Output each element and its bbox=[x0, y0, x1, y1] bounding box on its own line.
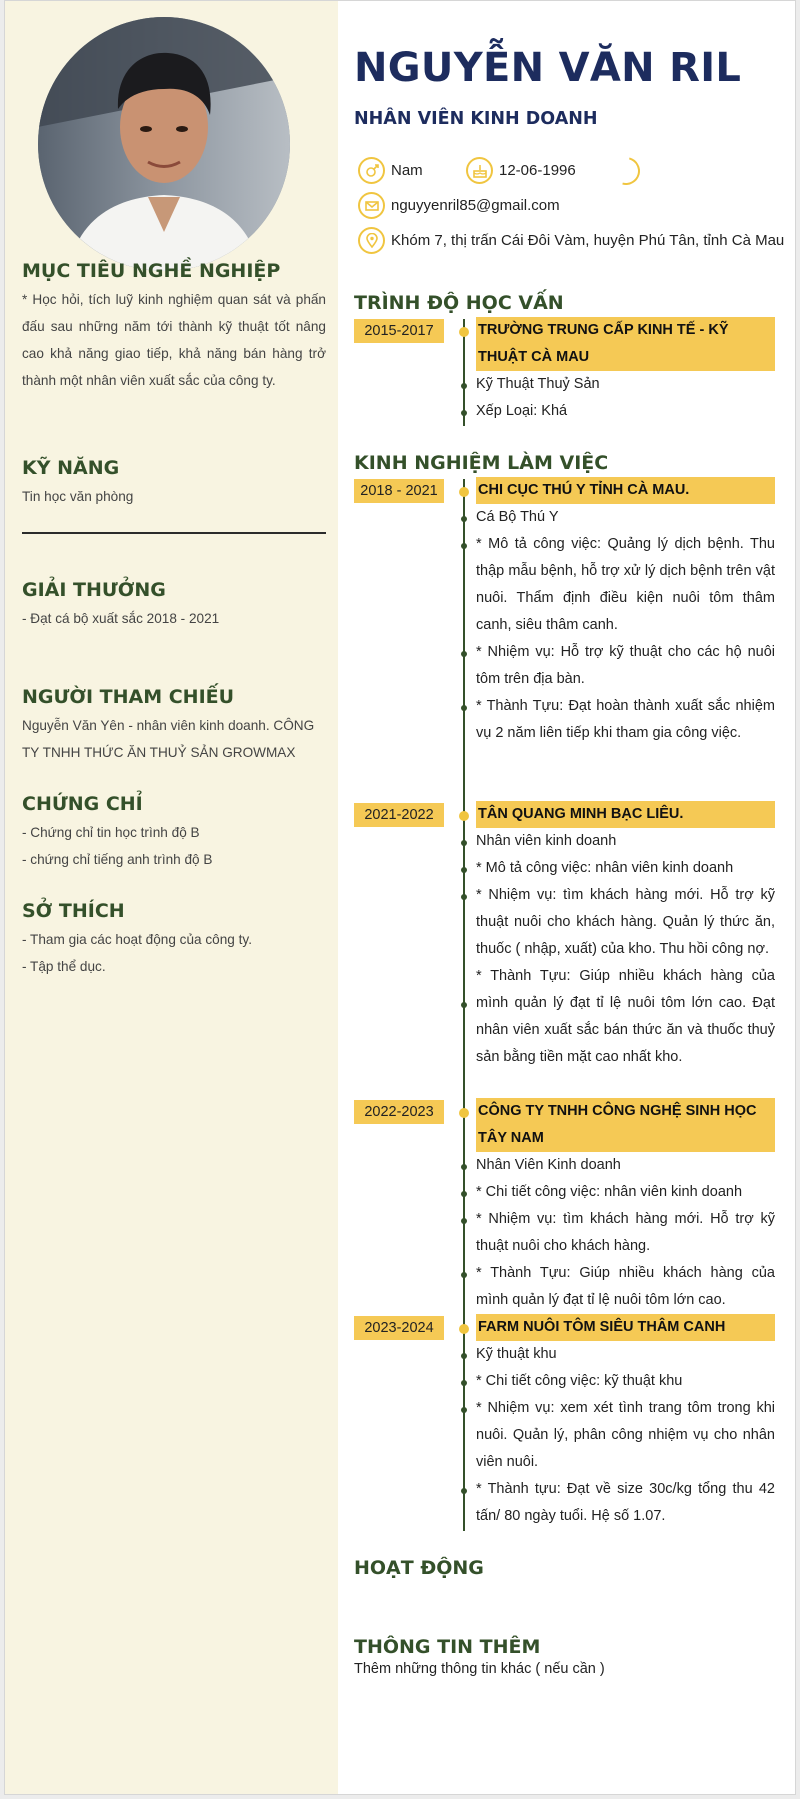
experience-detail: * Nhiệm vụ: tìm khách hàng mới. Hỗ trợ kỹ thuật nuôi cho khách hàng. bbox=[476, 1211, 775, 1254]
address-text: Khóm 7, thị trấn Cái Đôi Vàm, huyện Phú Tân, tỉnh Cà Mau bbox=[391, 232, 785, 249]
candidate-role: NHÂN VIÊN KINH DOANH bbox=[354, 109, 598, 129]
hobbies-title: SỞ THÍCH bbox=[22, 900, 125, 922]
references-section bbox=[22, 685, 326, 766]
location-icon bbox=[358, 227, 385, 254]
experience-position: Nhân viên kinh doanh bbox=[476, 833, 617, 849]
experience-title: KINH NGHIỆM LÀM VIỆC bbox=[354, 452, 609, 474]
timeline-dot bbox=[461, 1407, 467, 1413]
education-date: 2015-2017 bbox=[354, 319, 444, 343]
timeline-dot bbox=[461, 840, 467, 846]
awards-title: GIẢI THƯỞNG bbox=[22, 579, 166, 601]
certificate-item: - Chứng chỉ tin học trình độ B bbox=[22, 825, 200, 840]
experience-date: 2018 - 2021 bbox=[354, 479, 444, 503]
email-contact[interactable] bbox=[358, 192, 560, 219]
timeline-dot bbox=[461, 1164, 467, 1170]
hobby-item: - Tham gia các hoạt động của công ty. bbox=[22, 932, 252, 947]
timeline-dot bbox=[461, 543, 467, 549]
experience-detail: * Mô tả công việc: Quảng lý dịch bệnh. Thu thập mẫu bệnh, hỗ trợ xử lý dịch bệnh trên vật nuôi. Thẩm định điều kiện nuôi tôm thâm canh, siêu thâm canh. bbox=[476, 536, 775, 633]
timeline-dot bbox=[461, 1353, 467, 1359]
education-title: TRÌNH ĐỘ HỌC VẤN bbox=[354, 292, 564, 314]
hobby-item: - Tập thể dục. bbox=[22, 959, 106, 974]
timeline-dot bbox=[461, 516, 467, 522]
experience-entry bbox=[476, 1098, 775, 1314]
gender-contact bbox=[358, 157, 423, 184]
resume-page bbox=[4, 0, 796, 1795]
education-school: TRƯỜNG TRUNG CẤP KINH TẾ - KỸ THUẬT CÀ MAU bbox=[476, 317, 775, 371]
experience-detail: * Mô tả công việc: nhân viên kinh doanh bbox=[476, 860, 734, 876]
timeline-dot bbox=[461, 410, 467, 416]
timeline-dot bbox=[461, 1218, 467, 1224]
experience-detail: * Thành Tựu: Giúp nhiều khách hàng của mình quản lý đạt tỉ lệ nuôi tôm lớn cao. Đạt nhân viên xuất sắc bán thức ăn và thuốc thuỷ sản bằng tiền mặt cao nhất kho. bbox=[476, 968, 775, 1065]
hobbies-section bbox=[22, 899, 326, 980]
gender-icon bbox=[358, 157, 385, 184]
timeline-dot bbox=[459, 1108, 469, 1118]
experience-detail: * Nhiệm vụ: Hỗ trợ kỹ thuật cho các hộ nuôi tôm trên địa bàn. bbox=[476, 644, 775, 687]
email-text[interactable]: nguyyenril85@gmail.com bbox=[391, 197, 560, 214]
awards-text: - Đạt cá bộ xuất sắc 2018 - 2021 bbox=[22, 611, 220, 626]
experience-detail: * Chi tiết công việc: nhân viên kinh doanh bbox=[476, 1184, 743, 1200]
education-grade: Xếp Loại: Khá bbox=[476, 403, 568, 419]
timeline-dot bbox=[461, 894, 467, 900]
timeline-dot bbox=[459, 1324, 469, 1334]
timeline-dot bbox=[459, 487, 469, 497]
education-entry bbox=[476, 317, 775, 425]
timeline-dot bbox=[461, 651, 467, 657]
certificates-title: CHỨNG CHỈ bbox=[22, 793, 143, 815]
experience-company: FARM NUÔI TÔM SIÊU THÂM CANH bbox=[476, 1314, 775, 1341]
skills-text: Tin học văn phòng bbox=[22, 489, 134, 504]
experience-position: Nhân Viên Kinh doanh bbox=[476, 1157, 621, 1173]
timeline-dot bbox=[461, 1191, 467, 1197]
awards-section bbox=[22, 578, 326, 632]
cake-icon bbox=[466, 157, 493, 184]
timeline-dot bbox=[461, 1272, 467, 1278]
experience-company: TÂN QUANG MINH BẠC LIÊU. bbox=[476, 801, 775, 828]
experience-entry bbox=[476, 801, 775, 1071]
timeline-dot bbox=[459, 811, 469, 821]
timeline-dot bbox=[461, 705, 467, 711]
objective-text: * Học hỏi, tích luỹ kinh nghiệm quan sát và phấn đấu sau những năm tới thành kỹ thuật tốt nâng cao khả năng giao tiếp, khả năng bán hàng trở thành một nhân viên xuất sắc của công ty. bbox=[22, 292, 326, 388]
experience-entry bbox=[476, 477, 775, 747]
timeline-dot bbox=[461, 1380, 467, 1386]
spinner-icon bbox=[607, 152, 645, 190]
references-title: NGƯỜI THAM CHIẾU bbox=[22, 686, 235, 708]
objective-title: MỤC TIÊU NGHỀ NGHIỆP bbox=[22, 260, 281, 282]
education-major: Kỹ Thuật Thuỷ Sản bbox=[476, 376, 600, 392]
activities-title: HOẠT ĐỘNG bbox=[354, 1557, 484, 1579]
objective-section bbox=[22, 259, 326, 394]
experience-detail: * Chi tiết công việc: kỹ thuật khu bbox=[476, 1373, 683, 1389]
certificates-section bbox=[22, 792, 326, 873]
timeline-dot bbox=[461, 867, 467, 873]
references-text: Nguyễn Văn Yên - nhân viên kinh doanh. CÔNG TY TNHH THỨC ĂN THUỶ SẢN GROWMAX bbox=[22, 718, 315, 760]
profile-photo bbox=[38, 17, 290, 271]
skills-title: KỸ NĂNG bbox=[22, 457, 120, 479]
birthday-contact bbox=[466, 157, 576, 184]
experience-date: 2022-2023 bbox=[354, 1100, 444, 1124]
additional-text: Thêm những thông tin khác ( nếu cần ) bbox=[354, 1661, 605, 1677]
experience-detail: * Nhiệm vụ: xem xét tình trang tôm trong khi nuôi. Quản lý, phân công nhiệm vụ cho nhân viên nuôi. bbox=[476, 1400, 775, 1470]
certificate-item: - chứng chỉ tiếng anh trình độ B bbox=[22, 852, 213, 867]
experience-company: CÔNG TY TNHH CÔNG NGHỆ SINH HỌC TÂY NAM bbox=[476, 1098, 775, 1152]
experience-entry bbox=[476, 1314, 775, 1530]
timeline-dot bbox=[459, 327, 469, 337]
experience-date: 2021-2022 bbox=[354, 803, 444, 827]
experience-detail: * Nhiệm vụ: tìm khách hàng mới. Hỗ trợ kỹ thuật nuôi cho khách hàng. Quản lý thức ăn, thuốc ( nhập, xuất) của kho. Thu hồi công nợ. bbox=[476, 887, 775, 957]
experience-date: 2023-2024 bbox=[354, 1316, 444, 1340]
timeline-dot bbox=[461, 1002, 467, 1008]
birthday-text: 12-06-1996 bbox=[499, 162, 576, 179]
experience-position: Kỹ thuật khu bbox=[476, 1346, 557, 1362]
experience-position: Cá Bộ Thú Y bbox=[476, 509, 559, 525]
timeline-dot bbox=[461, 1488, 467, 1494]
additional-title: THÔNG TIN THÊM bbox=[354, 1636, 541, 1658]
candidate-name: NGUYỄN VĂN RIL bbox=[354, 45, 742, 91]
experience-detail: * Thành tựu: Đạt về size 30c/kg tổng thu 42 tấn/ 80 ngày tuổi. Hệ số 1.07. bbox=[476, 1481, 775, 1524]
experience-company: CHI CỤC THÚ Y TỈNH CÀ MAU. bbox=[476, 477, 775, 504]
experience-detail: * Thành Tựu: Đạt hoàn thành xuất sắc nhiệm vụ 2 năm liên tiếp khi tham gia công việc. bbox=[476, 698, 775, 741]
experience-detail: * Thành Tựu: Giúp nhiều khách hàng của mình quản lý đạt tỉ lệ nuôi tôm lớn cao. bbox=[476, 1265, 775, 1308]
address-contact bbox=[358, 227, 784, 254]
mail-icon bbox=[358, 192, 385, 219]
skills-divider bbox=[22, 532, 326, 534]
gender-text: Nam bbox=[391, 162, 423, 179]
timeline-dot bbox=[461, 383, 467, 389]
skills-section bbox=[22, 456, 326, 510]
